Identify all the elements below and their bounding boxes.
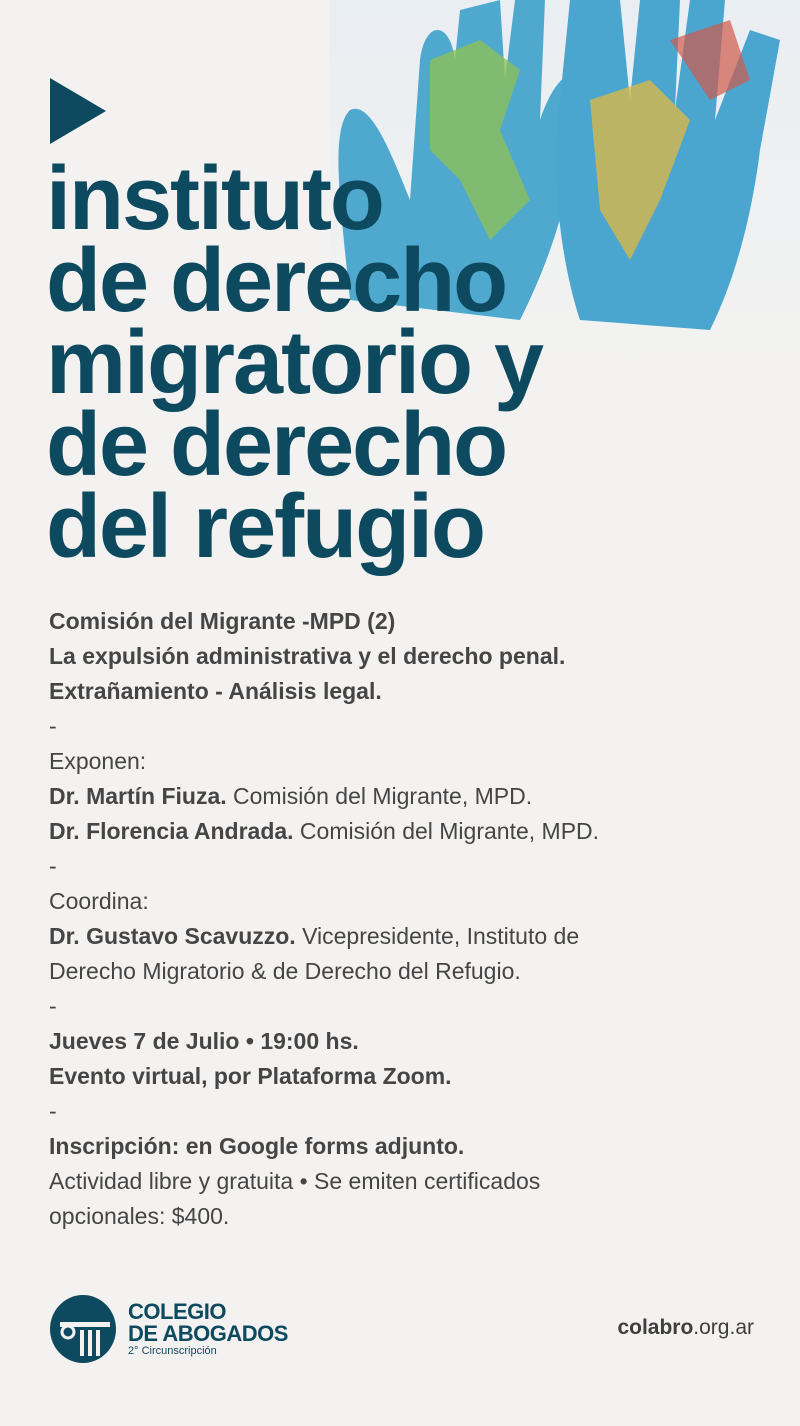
title-line: instituto <box>46 149 383 249</box>
separator: - <box>49 853 57 879</box>
speaker-role: Comisión del Migrante, MPD. <box>293 818 600 844</box>
title-line: migratorio y <box>46 313 543 413</box>
play-icon <box>50 78 106 144</box>
column-logo-icon <box>48 1294 118 1364</box>
website-link[interactable] <box>617 1316 754 1340</box>
event-venue: Evento virtual, por Plataforma Zoom. <box>49 1063 452 1089</box>
title-line: de derecho <box>46 231 507 331</box>
logo-line: COLEGIO <box>128 1298 226 1324</box>
exponen-label: Exponen: <box>49 748 147 774</box>
logo-line: DE ABOGADOS <box>128 1320 288 1346</box>
pricing-line-cont: opcionales: $400. <box>49 1203 230 1229</box>
separator: - <box>49 993 57 1019</box>
colegio-logo <box>48 1294 288 1364</box>
coordina-label: Coordina: <box>49 888 149 914</box>
separator: - <box>49 1098 57 1124</box>
coordinator <box>49 919 789 954</box>
speaker-2 <box>49 814 789 849</box>
speaker-name: Dr. Florencia Andrada. <box>49 818 294 844</box>
event-details <box>49 604 789 1234</box>
title-line: del refugio <box>46 477 485 577</box>
separator: - <box>49 713 57 739</box>
speaker-name: Dr. Martín Fiuza. <box>49 783 227 809</box>
coordinator-role: Vicepresidente, Instituto de <box>295 923 580 949</box>
url-bold: colabro <box>617 1316 694 1339</box>
pricing-line: Actividad libre y gratuita • Se emiten certificados <box>49 1168 541 1194</box>
event-date: Jueves 7 de Julio • 19:00 hs. <box>49 1028 359 1054</box>
registration: Inscripción: en Google forms adjunto. <box>49 1133 465 1159</box>
logo-subline: 2° Circunscripción <box>128 1344 217 1357</box>
subtopic-line: Extrañamiento - Análisis legal. <box>49 678 382 704</box>
url-rest: .org.ar <box>693 1316 754 1339</box>
speaker-role: Comisión del Migrante, MPD. <box>226 783 533 809</box>
commission-line: Comisión del Migrante -MPD (2) <box>49 608 396 634</box>
topic-line: La expulsión administrativa y el derecho penal. <box>49 643 566 669</box>
title-line: de derecho <box>46 395 507 495</box>
speaker-1 <box>49 779 789 814</box>
coordinator-name: Dr. Gustavo Scavuzzo. <box>49 923 296 949</box>
coordinator-role-cont: Derecho Migratorio & de Derecho del Refugio. <box>49 958 521 984</box>
page-title <box>46 149 543 577</box>
